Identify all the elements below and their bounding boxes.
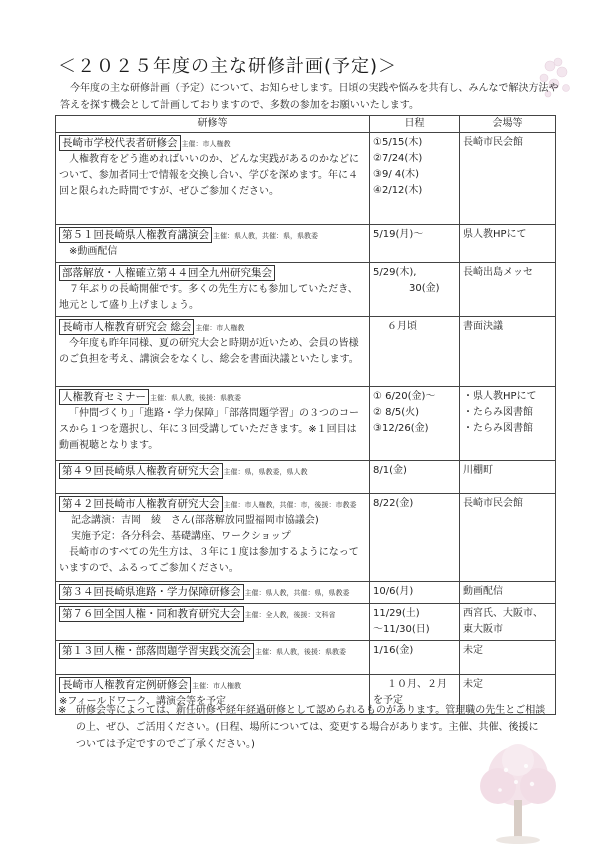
table-row — [56, 461, 556, 494]
schedule-cell — [370, 225, 460, 263]
page-title: ＜２０２５年度の主な研修計画(予定)＞ — [58, 56, 398, 77]
training-name: 第１３回人権・部落問題学習実践交流会 — [59, 643, 254, 659]
training-name: 第４２回長崎市人権教育研究大会 — [59, 496, 223, 512]
venue-text: 長崎出島メッセ — [463, 267, 533, 278]
column-header-training: 研修等 — [56, 116, 370, 133]
training-description: ７年ぶりの長崎開催です。多くの先生方にも参加していただき、地元として盛り上げましょう。 — [59, 284, 358, 311]
training-schedule-table — [55, 115, 556, 715]
organizer-text: 主催：県人教，共催：県，県教委 — [213, 232, 318, 240]
training-description: 人権教育をどう進めればいいのか、どんな実践があるのかなどについて、参加者同士で情報を交換し合い、学びを深めます。年に４回と限られた時間ですが、ぜひご参加ください。 — [59, 154, 359, 197]
column-header-schedule: 日程 — [370, 116, 460, 133]
schedule-cell — [370, 387, 460, 461]
venue-cell — [460, 494, 556, 582]
organizer-text: 主催：市人権教 — [181, 140, 231, 148]
training-cell — [56, 582, 370, 604]
program-line: 実施予定：各分科会、基礎講座、ワークショップ — [71, 531, 291, 542]
schedule-date: を予定 — [373, 695, 403, 706]
schedule-cell — [370, 133, 460, 225]
table-header-row — [56, 116, 556, 133]
schedule-date: 30(金) — [409, 283, 440, 294]
intro-paragraph: 今年度の主な研修計画（予定）について、お知らせします。日頃の実践や悩みを共有し、みんなで解決方法や答えを探す機会として計画しておりますので、多数の参加をお願いいたします。 — [60, 83, 559, 111]
venue-text: ・たらみ図書館 — [463, 423, 533, 434]
schedule-date: ④2/12(木) — [373, 185, 423, 196]
venue-text: 未定 — [463, 645, 483, 656]
schedule-date: ①5/15(木) — [373, 137, 423, 148]
venue-cell — [460, 317, 556, 387]
venue-text: 動画配信 — [463, 586, 503, 597]
schedule-date: ②7/24(木) — [373, 153, 423, 164]
training-name: 人権教育セミナー — [59, 389, 149, 405]
training-name: 第５１回長崎県人権教育講演会 — [59, 227, 212, 243]
training-name: 長崎市人権教育定例研修会 — [59, 677, 191, 693]
schedule-cell — [370, 604, 460, 641]
table-row — [56, 317, 556, 387]
training-cell — [56, 641, 370, 675]
schedule-date: ③9/ 4(木) — [373, 169, 420, 180]
column-header-venue: 会場等 — [460, 116, 556, 133]
training-name: 長崎市人権教育研究会 総会 — [59, 319, 194, 335]
schedule-date: １０月、２月 — [387, 679, 447, 690]
training-cell — [56, 263, 370, 317]
training-name: 長崎市学校代表者研修会 — [59, 135, 181, 151]
venue-text: 西宮氏、大阪市、 — [463, 608, 543, 619]
venue-text: ・たらみ図書館 — [463, 407, 533, 418]
organizer-text: 主催：県人教，後援：県教委 — [150, 394, 241, 402]
organizer-text: 主催：市人権教，共催：市，後援：市教委 — [223, 501, 357, 509]
table-row — [56, 387, 556, 461]
venue-cell — [460, 641, 556, 675]
venue-text: 県人教HPにて — [463, 229, 527, 240]
organizer-text: 主催：市人権教 — [195, 324, 245, 332]
venue-cell — [460, 225, 556, 263]
training-cell — [56, 133, 370, 225]
organizer-text: 主催：県人教，後援：県教委 — [255, 648, 346, 656]
organizer-text: 主催：県人教，共催：県，県教委 — [244, 589, 350, 597]
schedule-date: 5/29(木), — [373, 267, 417, 278]
training-cell — [56, 604, 370, 641]
schedule-date: ② 8/5(火) — [373, 407, 420, 418]
training-description: 「仲間づくり」「進路・学力保障」「部落問題学習」の３つのコースから１つを選択し、年に３回受講していただきます。※１回目は動画視聴となります。 — [59, 408, 359, 451]
schedule-date: ６月頃 — [387, 321, 417, 332]
schedule-cell — [370, 461, 460, 494]
training-cell — [56, 494, 370, 582]
venue-text: 未定 — [463, 679, 483, 690]
schedule-date: 1/16(金) — [373, 645, 414, 656]
venue-text: 川棚町 — [463, 465, 493, 476]
venue-cell — [460, 133, 556, 225]
training-name: 第４９回長崎県人権教育研究大会 — [59, 463, 223, 479]
schedule-date: 11/29(土) — [373, 608, 420, 619]
tree-illustration-icon — [468, 738, 568, 848]
table-row — [56, 263, 556, 317]
training-cell — [56, 225, 370, 263]
table-row — [56, 641, 556, 675]
venue-text: 長崎市民会館 — [463, 137, 523, 148]
schedule-date: ③12/26(金) — [373, 423, 429, 434]
schedule-date: 10/6(月) — [373, 586, 414, 597]
schedule-date: 8/22(金) — [373, 498, 414, 509]
organizer-text: 主催：市人権教 — [192, 682, 241, 690]
training-description: ※動画配信 — [69, 246, 118, 257]
table-row — [56, 494, 556, 582]
schedule-date: ～11/30(日) — [373, 624, 430, 635]
training-name: 第３４回長崎県進路・学力保障研修会 — [59, 584, 244, 600]
footnote-text: 研修会等によっては、新任研修や経年経過研修として認められるものがあります。管理職の先生とご相談の上、ぜひ、ご活用ください。(日程、場所については、変更する場合があります。主催、共催、後援については予定ですのでご了承ください。) — [76, 705, 546, 750]
table-row — [56, 582, 556, 604]
schedule-cell — [370, 263, 460, 317]
training-description: ※フィールドワーク、講演会等を予定 — [59, 696, 226, 707]
schedule-cell — [370, 494, 460, 582]
venue-text: 長崎市民会館 — [463, 498, 523, 509]
training-name: 部落解放・人権確立第４４回全九州研究集会 — [59, 265, 275, 281]
venue-cell — [460, 387, 556, 461]
training-cell — [56, 387, 370, 461]
venue-cell — [460, 461, 556, 494]
venue-cell — [460, 604, 556, 641]
venue-cell — [460, 582, 556, 604]
training-name: 第７６回全国人権・同和教育研究大会 — [59, 606, 244, 622]
training-cell — [56, 317, 370, 387]
schedule-cell — [370, 317, 460, 387]
schedule-cell — [370, 582, 460, 604]
schedule-date: ① 6/20(金)～ — [373, 391, 436, 402]
training-description: 長崎市のすべての先生方は、３年に１度は参加するようになっていますので、ふるってご参加ください。 — [59, 547, 359, 574]
schedule-date: 5/19(月)～ — [373, 229, 424, 240]
organizer-text: 主催：全人教，後援：文科省 — [244, 611, 336, 619]
venue-text: ・県人教HPにて — [463, 391, 537, 402]
table-row — [56, 225, 556, 263]
venue-text: 書面決議 — [463, 321, 503, 332]
organizer-text: 主催：県，県教委，県人教 — [223, 468, 308, 476]
schedule-date: 8/1(金) — [373, 465, 407, 476]
schedule-cell — [370, 641, 460, 675]
table-row — [56, 604, 556, 641]
training-cell — [56, 461, 370, 494]
note-mark: ※ — [58, 705, 67, 716]
training-description: 今年度も昨年同様、夏の研究大会と時期が近いため、会員の皆様のご負担を考え、講演会をなくし、総会を書面決議といたします。 — [59, 338, 359, 365]
table-row — [56, 133, 556, 225]
venue-cell — [460, 263, 556, 317]
keynote-line: 記念講演：吉岡 綾 さん(部落解放同盟福岡市協議会) — [71, 515, 319, 526]
venue-text: 東大阪市 — [463, 624, 503, 635]
